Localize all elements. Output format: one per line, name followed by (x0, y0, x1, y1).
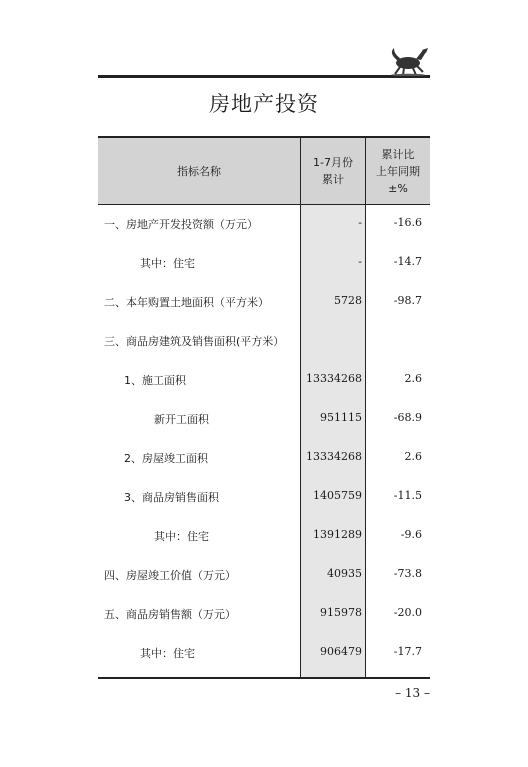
row-name: 五、商品房销售额（万元） (104, 608, 236, 621)
table-row (98, 244, 430, 283)
table-row (98, 517, 430, 556)
header-yoy (366, 138, 430, 204)
row-name: 其中：住宅 (140, 647, 195, 660)
row-name: 1、施工面积 (124, 374, 186, 387)
table-row (98, 361, 430, 400)
row-value: 13334268 (306, 372, 362, 385)
header-yoy-line3: ±% (388, 181, 408, 195)
header-cumulative-line1: 1-7月份 (313, 156, 353, 169)
row-name: 其中：住宅 (140, 257, 195, 270)
header-cumulative (301, 138, 365, 204)
table-row (98, 439, 430, 478)
table-row (98, 283, 430, 322)
row-change: -11.5 (393, 489, 422, 502)
row-value: 1405759 (313, 489, 362, 502)
row-name: 新开工面积 (154, 413, 209, 426)
table-row (98, 634, 430, 673)
row-value: - (358, 216, 362, 229)
table-row (98, 478, 430, 517)
table-bottom-rule (98, 677, 430, 679)
table-header (98, 138, 430, 205)
row-name: 二、本年购置土地面积（平方米） (104, 296, 269, 309)
row-value: 13334268 (306, 450, 362, 463)
row-name: 三、商品房建筑及销售面积(平方米） (104, 335, 285, 348)
row-value: 5728 (334, 294, 362, 307)
table-row (98, 205, 430, 244)
row-value: 1391289 (313, 528, 362, 541)
row-change: -98.7 (393, 294, 422, 307)
row-value: - (358, 255, 362, 268)
table-row (98, 400, 430, 439)
header-rule (98, 75, 430, 78)
row-value: 915978 (320, 606, 362, 619)
row-name: 3、商品房销售面积 (124, 491, 219, 504)
row-change: -17.7 (393, 645, 422, 658)
row-name: 一、房地产开发投资额（万元） (104, 218, 258, 231)
header-yoy-line2: 上年同期 (376, 164, 420, 178)
table-row (98, 322, 430, 361)
row-change: -68.9 (393, 411, 422, 424)
table-row (98, 595, 430, 634)
row-value: 40935 (327, 567, 362, 580)
header-indicator-name (98, 138, 300, 204)
row-name: 2、房屋竣工面积 (124, 452, 208, 465)
page-title: 房地产投资 (209, 92, 319, 116)
row-change: -20.0 (393, 606, 422, 619)
header-cumulative-line2: 累计 (322, 173, 344, 186)
table-body (98, 205, 430, 677)
header-indicator-label: 指标名称 (177, 164, 221, 178)
row-value: 951115 (320, 411, 362, 424)
header-yoy-line1: 累计比 (381, 147, 415, 161)
row-name: 四、房屋竣工价值（万元） (104, 569, 236, 582)
row-value: 906479 (320, 645, 362, 658)
table-row (98, 556, 430, 595)
page-number: – 13 – (395, 686, 430, 700)
row-change: -16.6 (393, 216, 422, 229)
row-name: 其中：住宅 (154, 530, 209, 543)
row-change: -14.7 (393, 255, 422, 268)
row-change: -9.6 (400, 528, 422, 541)
row-change: 2.6 (404, 372, 422, 385)
row-change: 2.6 (404, 450, 422, 463)
horse-logo-icon (388, 44, 430, 76)
row-change: -73.8 (393, 567, 422, 580)
